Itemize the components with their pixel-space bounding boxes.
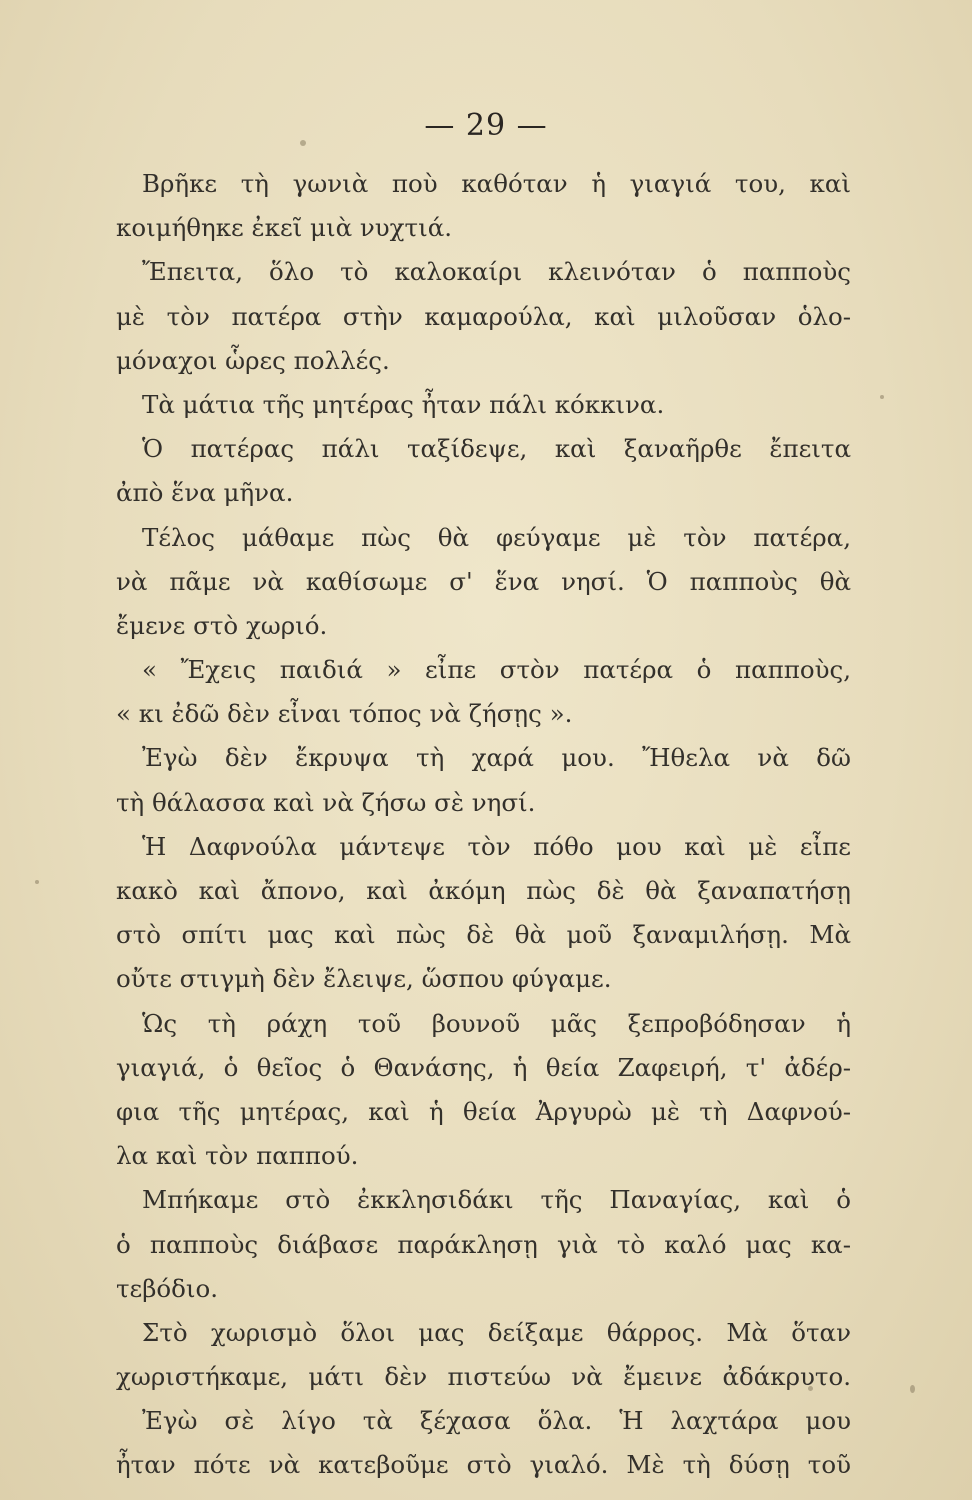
text-line: νὰ πᾶμε νὰ καθίσωμε σ' ἕνα νησί. Ὁ παπποὺς θὰ	[116, 566, 851, 596]
text-line: ἀπὸ ἕνα μῆνα.	[116, 478, 294, 508]
text-line: Τὰ μάτια τῆς μητέρας ἦταν πάλι κόκκινα.	[142, 389, 665, 419]
text-line: Ἐγὼ δὲν ἔκρυψα τὴ χαρά μου. Ἤθελα νὰ δῶ	[142, 743, 851, 773]
text-line: Ὡς τὴ ράχη τοῦ βουνοῦ μᾶς ξεπροβόδησαν ἡ	[142, 1008, 851, 1038]
ink-speck	[880, 395, 884, 399]
body-text	[116, 162, 851, 1488]
text-line: κακὸ καὶ ἄπονο, καὶ ἀκόμη πὼς δὲ θὰ ξαναπατήσῃ	[116, 876, 851, 905]
text-line: Ἐγὼ σὲ λίγο τὰ ξέχασα ὅλα. Ἡ λαχτάρα μου	[142, 1406, 851, 1436]
ink-speck	[35, 880, 39, 884]
text-line: « Ἔχεις παιδιά » εἶπε στὸν πατέρα ὁ παπποὺς,	[142, 655, 851, 685]
text-line: ἦταν πότε νὰ κατεβοῦμε στὸ γιαλό. Μὲ τὴ δύσῃ τοῦ	[116, 1450, 851, 1480]
text-line: χωριστήκαμε, μάτι δὲν πιστεύω νὰ ἔμεινε ἀδάκρυτο.	[116, 1362, 851, 1392]
text-line: λα καὶ τὸν παππού.	[116, 1141, 359, 1171]
text-line: Μπήκαμε στὸ ἐκκλησιδάκι τῆς Παναγίας, καὶ ὁ	[142, 1185, 851, 1215]
text-line: Ἔπειτα, ὅλο τὸ καλοκαίρι κλεινόταν ὁ παπποὺς	[142, 257, 851, 287]
text-line: Ὁ πατέρας πάλι ταξίδεψε, καὶ ξαναῆρθε ἔπειτα	[142, 434, 851, 464]
text-line: ὁ παπποὺς διάβασε παράκλησῃ γιὰ τὸ καλό μας κα-	[116, 1229, 851, 1259]
ink-speck	[910, 1385, 915, 1393]
text-line: φια τῆς μητέρας, καὶ ἡ θεία Ἀργυρὼ μὲ τὴ Δαφνού-	[116, 1096, 851, 1126]
text-line: γιαγιά, ὁ θεῖος ὁ Θανάσης, ἡ θεία Ζαφειρή, τ' ἀδέρ-	[116, 1052, 851, 1082]
text-line: κοιμήθηκε ἐκεῖ μιὰ νυχτιά.	[116, 213, 453, 243]
page-number: — 29 —	[424, 108, 548, 143]
text-line: « κι ἐδῶ δὲν εἶναι τόπος νὰ ζήσῃς ».	[116, 699, 573, 729]
text-line: μόναχοι ὧρες πολλές.	[116, 345, 390, 375]
text-line: οὔτε στιγμὴ δὲν ἔλειψε, ὥσπου φύγαμε.	[116, 964, 612, 994]
text-line: μὲ τὸν πατέρα στὴν καμαρούλα, καὶ μιλοῦσαν ὁλο-	[116, 301, 851, 331]
text-line: Ἡ Δαφνούλα μάντεψε τὸν πόθο μου καὶ μὲ εἶπε	[142, 831, 851, 861]
text-line: Τέλος μάθαμε πὼς θὰ φεύγαμε μὲ τὸν πατέρα,	[142, 522, 851, 552]
text-line: στὸ σπίτι μας καὶ πὼς δὲ θὰ μοῦ ξαναμιλήσῃ. Μὰ	[116, 920, 851, 950]
text-line: Στὸ χωρισμὸ ὅλοι μας δείξαμε θάρρος. Μὰ ὅταν	[142, 1317, 851, 1347]
text-line: Βρῆκε τὴ γωνιὰ ποὺ καθόταν ἡ γιαγιά του, καὶ	[142, 169, 851, 198]
text-line: τεβόδιο.	[116, 1273, 219, 1303]
text-line: τὴ θάλασσα καὶ νὰ ζήσω σὲ νησί.	[116, 787, 536, 817]
text-line: ἔμενε στὸ χωριό.	[116, 610, 328, 640]
